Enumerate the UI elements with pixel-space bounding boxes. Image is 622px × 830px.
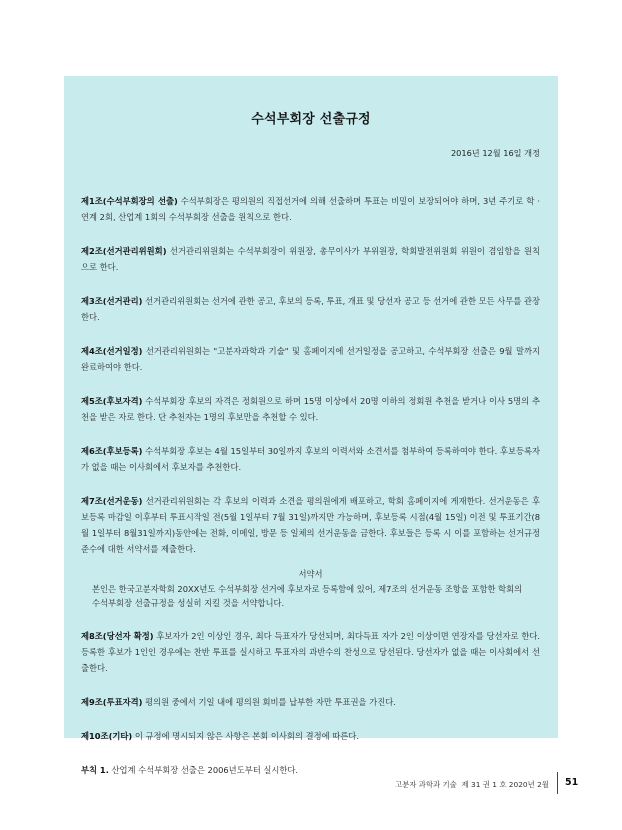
article-8 bbox=[81, 628, 540, 676]
pledge-body: 본인은 한국고분자학회 20XX년도 수석부회장 선거에 후보자로 등록함에 있어, 제7조의 선거운동 조항을 포함한 학회의 수석부회장 선출규정을 성실히 지킬 것을 서약합니다. bbox=[92, 584, 523, 608]
footer-running-head bbox=[395, 779, 549, 790]
article-7 bbox=[81, 493, 540, 557]
page-number: 51 bbox=[565, 777, 579, 788]
article-heading: 제2조(선거관리위원회) bbox=[81, 246, 167, 256]
article-text: 선거관리위원회는 수석부회장이 위원장, 총무이사가 부위원장, 학회발전위원회 위원이 겸임함을 원칙으로 한다. bbox=[81, 246, 541, 272]
article-heading: 제3조(선거관리) bbox=[81, 296, 143, 306]
article-text: 산업계 수석부회장 선출은 2006년도부터 실시한다. bbox=[111, 765, 299, 775]
article-9 bbox=[81, 694, 540, 710]
regulation-panel bbox=[64, 76, 558, 775]
article-3 bbox=[81, 293, 540, 325]
pledge-title: 서약서 bbox=[298, 569, 323, 579]
article-heading: 제9조(투표자격) bbox=[81, 697, 143, 707]
article-4 bbox=[81, 343, 540, 375]
article-10 bbox=[81, 728, 540, 744]
revision-date: 2016년 12월 16일 개정 bbox=[450, 148, 540, 158]
article-text: 평의원 중에서 기일 내에 평의원 회비를 납부한 자만 투표권을 가진다. bbox=[145, 697, 396, 707]
article-heading: 제8조(당선자 확정) bbox=[81, 631, 154, 641]
issue-info: 제 31 권 1 호 2020년 2월 bbox=[461, 780, 549, 789]
addendum-1 bbox=[81, 762, 540, 778]
article-heading: 부칙 1. bbox=[81, 765, 109, 775]
article-text: 선거관리위원회는 선거에 관한 공고, 후보의 등록, 투표, 개표 및 당선자 공고 등 선거에 관한 모든 사무를 관장한다. bbox=[81, 296, 541, 322]
article-text: 수석부회장 후보는 4월 15일부터 30일까지 후보의 이력서와 소견서를 첨부하여 등록하여야 한다. 후보등록자가 없을 때는 이사회에서 후보자를 추천한다. bbox=[81, 446, 541, 472]
article-text: 선거관리위원회는 각 후보의 이력과 소견을 평의원에게 배포하고, 학회 홈페이지에 게재한다. 선거운동은 후보등록 마감일 이후부터 투표시작일 전(5월 1일부터 7월 31일)까지만 가능하며, 후보등록 시점(4월 15일) 이전 및 투표기간(8월 1일부터 8월31일까지)동안에는 전화, 이메일, 방문 등 일체의 선거운동을 금한다. 후보들은 등록 시 이를 포함하는 선거규정 준수에 대한 서약서를 제출한다. bbox=[81, 496, 540, 554]
article-2 bbox=[81, 243, 540, 275]
journal-name: 고분자 과학과 기술 bbox=[395, 780, 457, 789]
article-5 bbox=[81, 393, 540, 425]
article-1 bbox=[81, 193, 540, 225]
article-text: 이 규정에 명시되지 않은 사항은 본회 이사회의 결정에 따른다. bbox=[134, 731, 359, 741]
article-text: 수석부회장 후보의 자격은 정회원으로 하며 15명 이상에서 20명 이하의 정회원 추천을 받거나 이사 5명의 추천을 받은 자로 한다. 단 추천자는 1명의 후보만을 추천할 수 있다. bbox=[81, 396, 540, 422]
article-heading: 제10조(기타) bbox=[81, 731, 133, 741]
article-heading: 제1조(수석부회장의 선출) bbox=[81, 196, 178, 206]
article-6 bbox=[81, 443, 540, 475]
pledge-block bbox=[81, 567, 540, 610]
article-text: 후보자가 2인 이상인 경우, 최다 득표자가 당선되며, 최다득표 자가 2인 이상이면 연장자를 당선자로 한다. 등록한 후보가 1인인 경우에는 찬반 투표를 실시하고 투표자의 과반수의 찬성으로 당선된다. 당선자가 없을 때는 이사회에서 선출한다. bbox=[81, 631, 540, 673]
article-text: 선거관리위원회는 "고분자과학과 기술" 및 홈페이지에 선거일정을 공고하고, 수석부회장 선출은 9월 말까지 완료하여야 한다. bbox=[81, 346, 541, 372]
article-heading: 제5조(후보자격) bbox=[81, 396, 143, 406]
page-title: 수석부회장 선출규정 bbox=[251, 112, 371, 127]
article-heading: 제7조(선거운동) bbox=[81, 496, 143, 506]
article-heading: 제6조(후보등록) bbox=[81, 446, 143, 456]
articles-list bbox=[81, 193, 540, 796]
article-heading: 제4조(선거일정) bbox=[81, 346, 143, 356]
article-text: 수석부회장은 평의원의 직접선거에 의해 선출하며 투표는 비밀이 보장되어야 하며, 3년 주기로 학 · 연계 2회, 산업계 1회의 수석부회장 선출을 원칙으로 한다. bbox=[81, 196, 540, 222]
footer-divider bbox=[557, 772, 558, 794]
